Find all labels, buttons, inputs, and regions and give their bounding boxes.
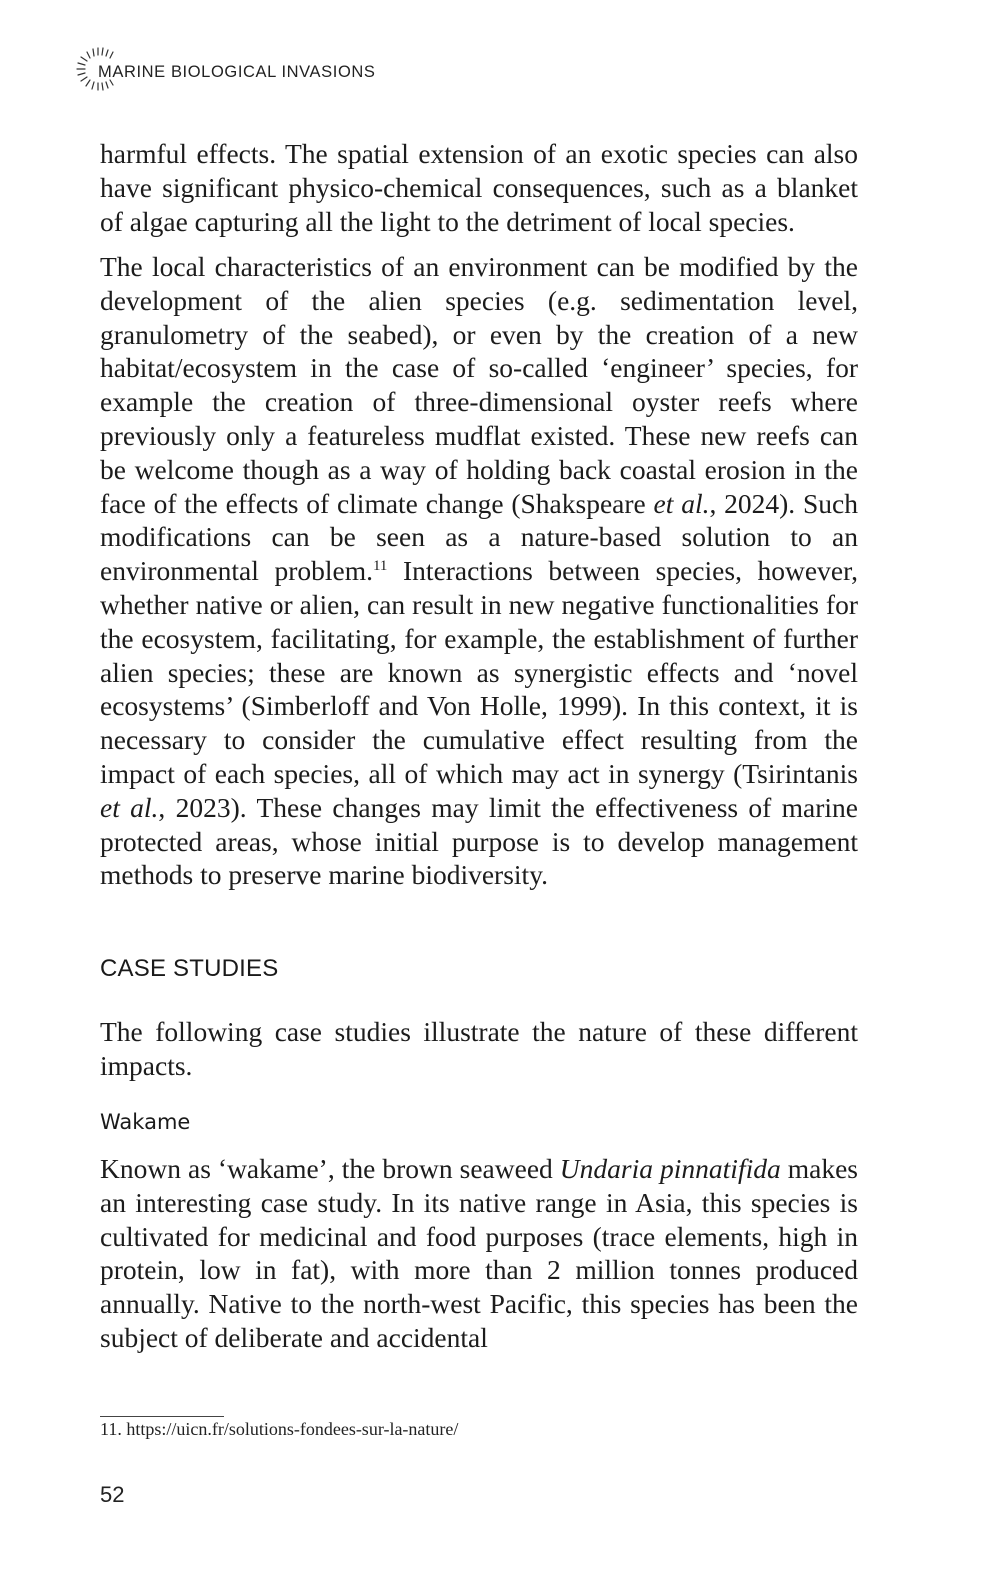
text-segment: makes an interesting case study. In its native range in Asia, this species is cultivated for medicinal and food purposes (trace elements, high in protein, low in fat), with more than 2 million tonnes produced annually. Native to the north-west Pacific, this species has been the subject of deliberate and accidental	[100, 1153, 858, 1353]
section-heading: CASE STUDIES	[100, 955, 279, 982]
paragraph-text	[100, 250, 858, 892]
text-segment: , 2024). Such modifications can be seen as a nature-based solution to an environmental problem.	[100, 487, 858, 587]
page-number: 52	[100, 1482, 125, 1507]
text-segment: The local characteristics of an environment can be modified by the development of the alien species (e.g. sedimentation level, granulometry of the seabed), or even by the creation of a new habitat/ecosystem in the case of so-called ‘engineer’ species, for example the creation of three-dimensional oyster reefs where previously only a featureless mudflat existed. These new reefs can be welcome though as a way of holding back coastal erosion in the face of the effects of climate change (Shakspeare	[100, 251, 858, 519]
paragraph-3	[100, 1015, 858, 1083]
running-title: MARINE BIOLOGICAL INVASIONS	[98, 63, 376, 81]
text-segment: , 2023). These changes may limit the effectiveness of marine protected areas, whose initial purpose is to develop management methods to preserve marine biodiversity.	[100, 791, 858, 891]
footnote	[100, 1419, 458, 1440]
species-name: Undaria pinnatifida	[559, 1153, 781, 1184]
footnote-number: 11.	[100, 1419, 122, 1439]
text-segment: Known as ‘wakame’, the brown seaweed	[100, 1153, 560, 1184]
text-segment: Interactions between species, however, whether native or alien, can result in new negative functionalities for the ecosystem, facilitating, for example, the establishment of further alien species; these are known as synergistic effects and ‘novel ecosystems’ (Simberloff and Von Holle, 1999). In this context, it is necessary to consider the cumulative effect resulting from the impact of each species, all of which may act in synergy (Tsirintanis	[100, 555, 858, 789]
footnote-divider	[100, 1416, 224, 1417]
paragraph-text	[100, 1152, 858, 1355]
footnote-link[interactable]: https://uicn.fr/solutions-fondees-sur-la-nature/	[126, 1419, 459, 1439]
paragraph-text: harmful effects. The spatial extension of an exotic species can also have significant physico-chemical consequences, such as a blanket of algae capturing all the light to the detriment of local species.	[100, 138, 858, 237]
italic-et-al: et al.	[100, 791, 159, 823]
paragraph-2	[100, 250, 858, 892]
italic-et-al: et al.	[653, 487, 710, 519]
subheading: Wakame	[100, 1110, 191, 1134]
footnote-reference[interactable]: 11	[372, 558, 388, 575]
paragraph-4	[100, 1152, 858, 1355]
paragraph-text: The following case studies illustrate the nature of these different impacts.	[100, 1016, 858, 1081]
paragraph-1	[100, 137, 858, 238]
